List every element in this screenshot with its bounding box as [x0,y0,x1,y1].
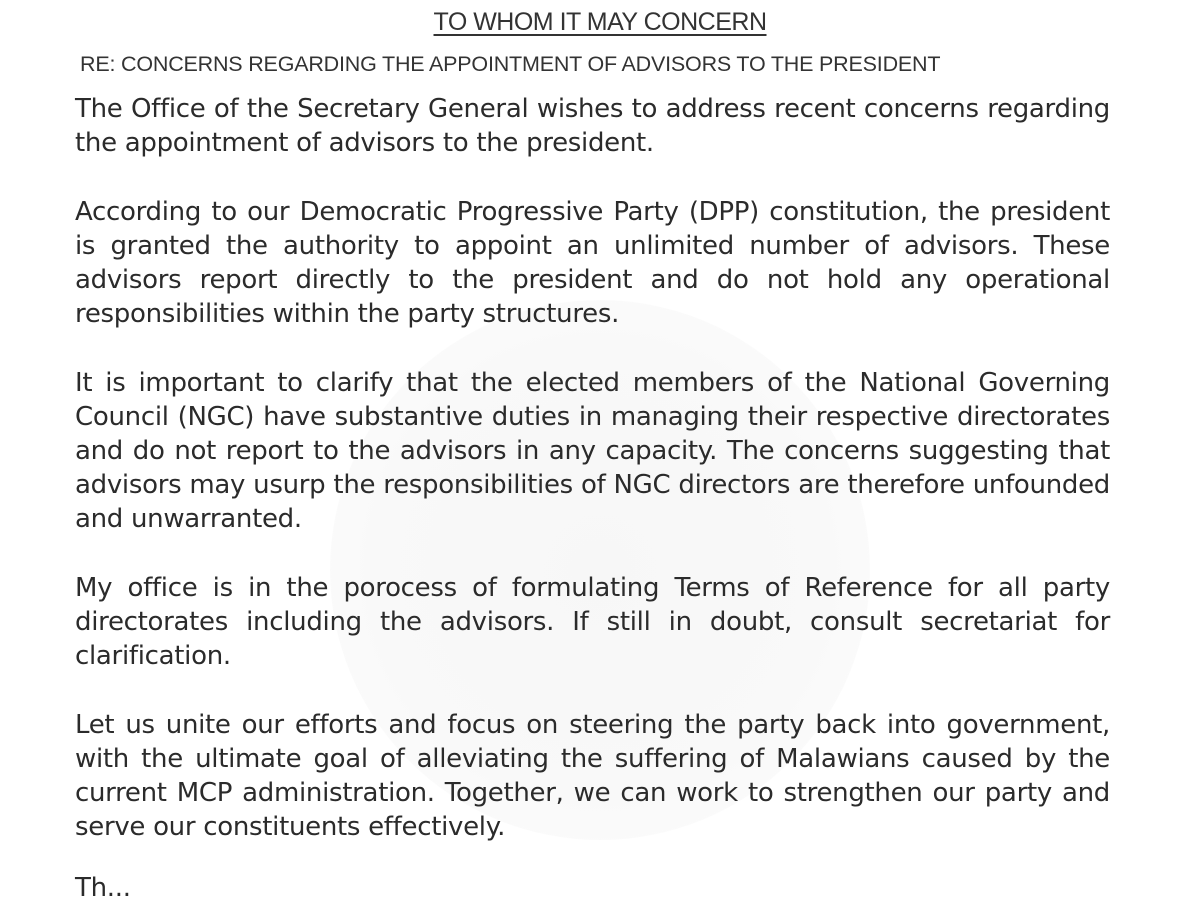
letter-heading [0,8,1200,37]
paragraph-constitution: According to our Democratic Progressive Party (DPP) constitution, the president is granted the authority to appoint an unlimited number of advisors. These advisors report directly to the president and do not hold any operational responsibilities within the party structures. [75,196,1110,330]
paragraph-ngc-clarification: It is important to clarify that the elected members of the National Governing Council (NGC) have substantive duties in managing their respective directorates and do not report to the advisors in any capacity. The concerns suggesting that advisors may usurp the responsibilities of NGC directors are therefore unfounded and unwarranted. [75,367,1110,535]
truncated-paragraph: Th... [75,873,131,903]
paragraph-terms-of-reference: My office is in the porocess of formulating Terms of Reference for all party directorates including the advisors. If still in doubt, consult secretariat for clarification. [75,572,1110,672]
paragraph-intro: The Office of the Secretary General wishes to address recent concerns regarding the appointment of advisors to the president. [75,94,1110,159]
letter-body [75,92,1110,844]
subject-line: RE: CONCERNS REGARDING THE APPOINTMENT OF ADVISORS TO THE PRESIDENT [80,52,941,76]
paragraph-unity: Let us unite our efforts and focus on steering the party back into government, with the ultimate goal of alleviating the suffering of Malawians caused by the current MCP administration. Together, we can work to strengthen our party and serve our constituents effectively. [75,709,1110,843]
heading-text: TO WHOM IT MAY CONCERN [433,8,767,36]
